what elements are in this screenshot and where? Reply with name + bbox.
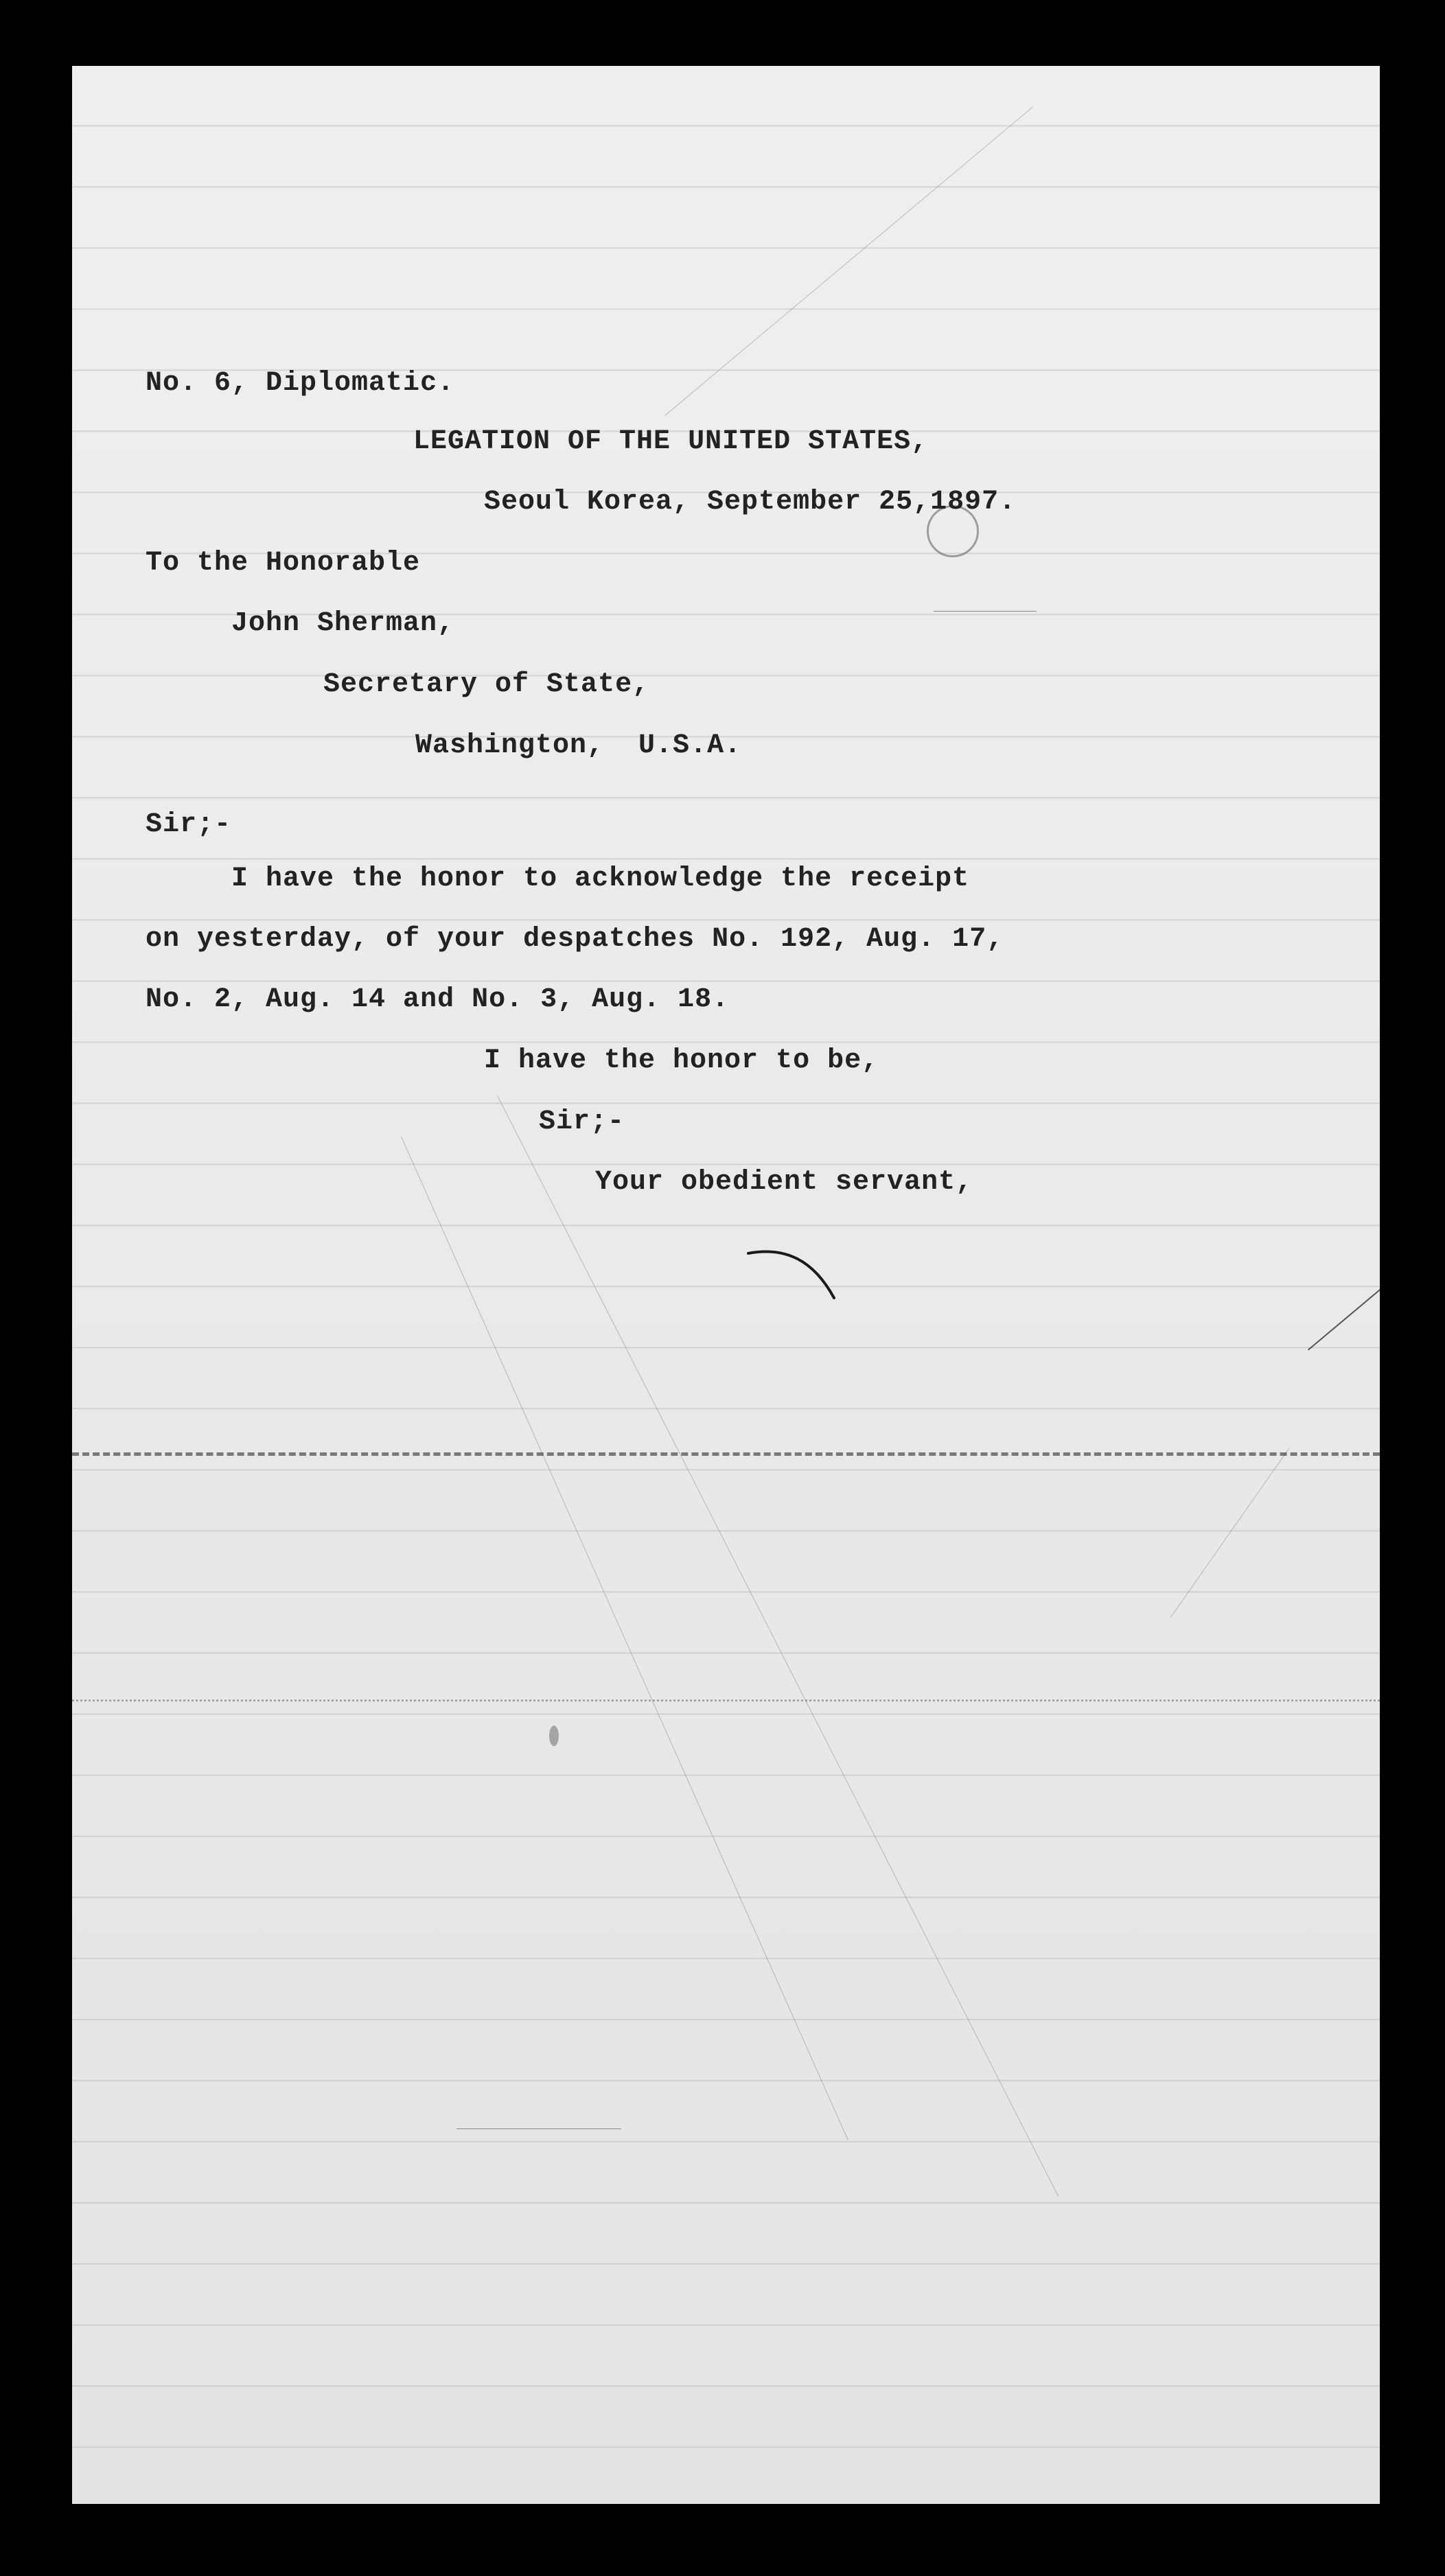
- addressee-prefix: To the Honorable: [146, 548, 421, 579]
- despatch-number: No. 6, Diplomatic.: [146, 368, 455, 399]
- ink-smudge: [549, 1726, 559, 1746]
- closing-line-2: Sir;-: [539, 1106, 625, 1137]
- pen-stroke: [745, 1246, 855, 1308]
- addressee-name: John Sherman,: [231, 608, 455, 639]
- fold-line: [72, 1699, 1380, 1706]
- paper-scratch: [456, 2128, 621, 2129]
- fold-line: [72, 1452, 1380, 1460]
- body-line-3: No. 2, Aug. 14 and No. 3, Aug. 18.: [146, 984, 730, 1015]
- paper-scratch: [1170, 1448, 1289, 1617]
- body-line-2: on yesterday, of your despatches No. 192, Aug. 17,: [146, 924, 1004, 955]
- letter-sheet: [72, 66, 1380, 2504]
- closing-line-1: I have the honor to be,: [484, 1045, 879, 1076]
- office-heading: LEGATION OF THE UNITED STATES,: [413, 426, 929, 457]
- greeting: Sir;-: [146, 809, 232, 840]
- body-line-1: I have the honor to acknowledge the receipt: [231, 863, 970, 894]
- addressee-title: Secretary of State,: [323, 669, 650, 700]
- addressee-location: Washington, U.S.A.: [415, 730, 742, 761]
- place-date: Seoul Korea, September 25,1897.: [484, 487, 1017, 518]
- closing-line-3: Your obedient servant,: [595, 1167, 973, 1198]
- paper-scratch: [934, 611, 1037, 612]
- paper-scratch: [1308, 1288, 1380, 1351]
- paper-scratch: [664, 106, 1033, 416]
